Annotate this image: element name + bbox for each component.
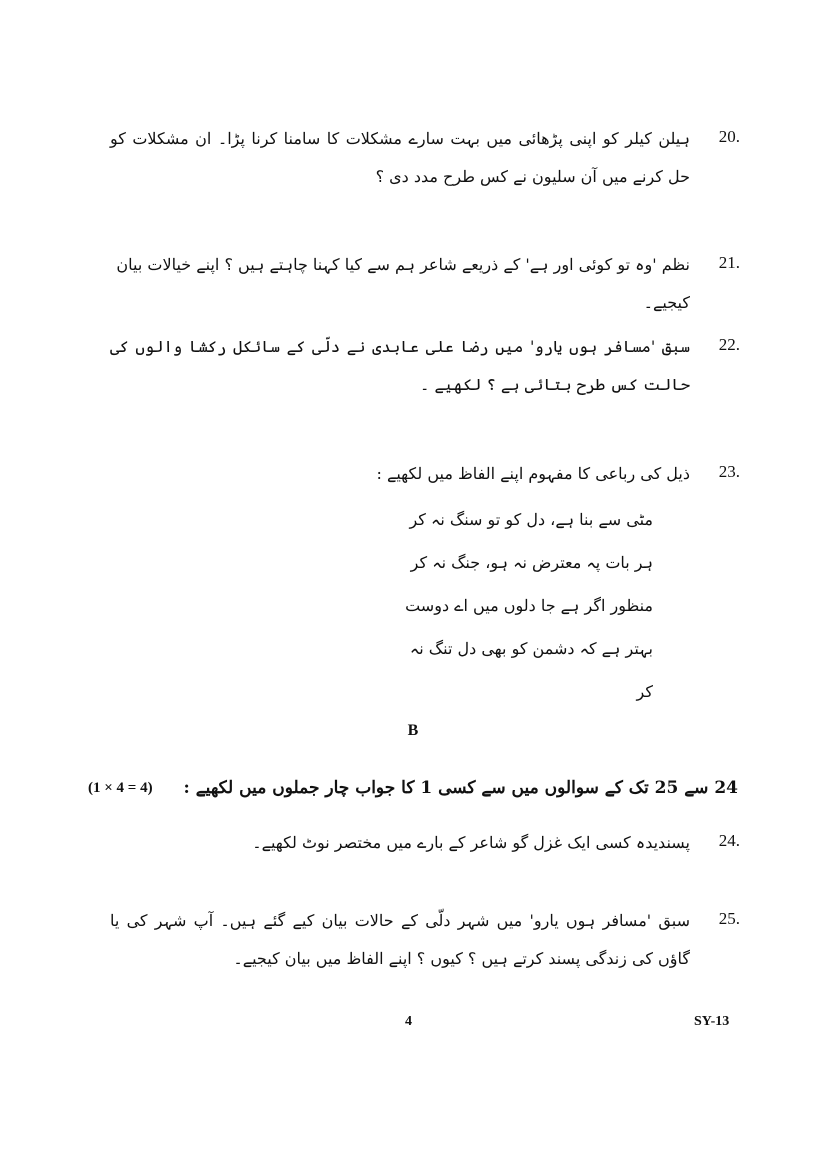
page-number: 4 xyxy=(405,1014,412,1029)
question-25 xyxy=(110,902,740,982)
marks-allocation: (1 × 4 = 4) xyxy=(88,780,153,796)
question-number: 21. xyxy=(718,253,740,272)
question-text: پسندیدہ کسی ایک غزل گو شاعر کے بارے میں مختصر نوٹ لکھیے۔ xyxy=(252,833,690,852)
question-text: ہیلن کیلر کو اپنی پڑھائی میں بہت سارے مشکلات کا سامنا کرنا پڑا۔ ان مشکلات کو حل کرنے میں آن سلیون نے کس طرح مدد دی ؟ xyxy=(110,129,690,186)
question-number: 22. xyxy=(718,335,740,354)
question-text: سبق 'مسافر ہوں یارو' میں رضا علی عابدی نے دلّی کے سائکل رکشا والوں کی حالت کس طرح بتائی ہے ؟ لکھیے ۔ xyxy=(110,337,690,394)
question-text: ذیل کی رباعی کا مفہوم اپنے الفاظ میں لکھیے : xyxy=(376,464,690,483)
rubai-verse-2: ہر بات پہ معترض نہ ہو، جنگ نہ کر xyxy=(410,553,653,572)
question-20 xyxy=(110,120,740,200)
rubai-verse-1: مٹی سے بنا ہے، دل کو تو سنگ نہ کر xyxy=(409,510,653,529)
question-number: 24. xyxy=(718,831,740,850)
question-text: نظم 'وہ تو کوئی اور ہے' کے ذریعے شاعر ہم سے کیا کہنا چاہتے ہیں ؟ اپنے خیالات بیان کیجیے۔ xyxy=(116,255,690,312)
question-24 xyxy=(110,824,740,864)
question-number: 25. xyxy=(718,909,740,928)
question-number: 20. xyxy=(718,127,740,146)
paper-code: SY-13 xyxy=(694,1014,730,1029)
instruction-text: 24 سے 25 تک کے سوالوں میں سے کسی 1 کا جواب چار جملوں میں لکھیے : xyxy=(183,778,738,798)
section-instruction xyxy=(88,770,738,806)
question-22 xyxy=(110,328,740,408)
rubai-verse-4: بہتر ہے کہ دشمن کو بھی دل تنگ نہ کر xyxy=(409,639,653,701)
question-text: سبق 'مسافر ہوں یارو' میں شہر دلّی کے حالات بیان کیے گئے ہیں۔ آپ شہر کی یا گاؤں کی زندگی پسند کرتے ہیں ؟ کیوں ؟ اپنے الفاظ میں بیان کیجیے۔ xyxy=(110,911,690,968)
question-21 xyxy=(110,246,740,312)
section-heading: B xyxy=(407,722,419,739)
question-23 xyxy=(110,455,740,495)
question-number: 23. xyxy=(718,462,740,481)
rubai-verse-3: منظور اگر ہے جا دلوں میں اے دوست xyxy=(405,596,653,615)
